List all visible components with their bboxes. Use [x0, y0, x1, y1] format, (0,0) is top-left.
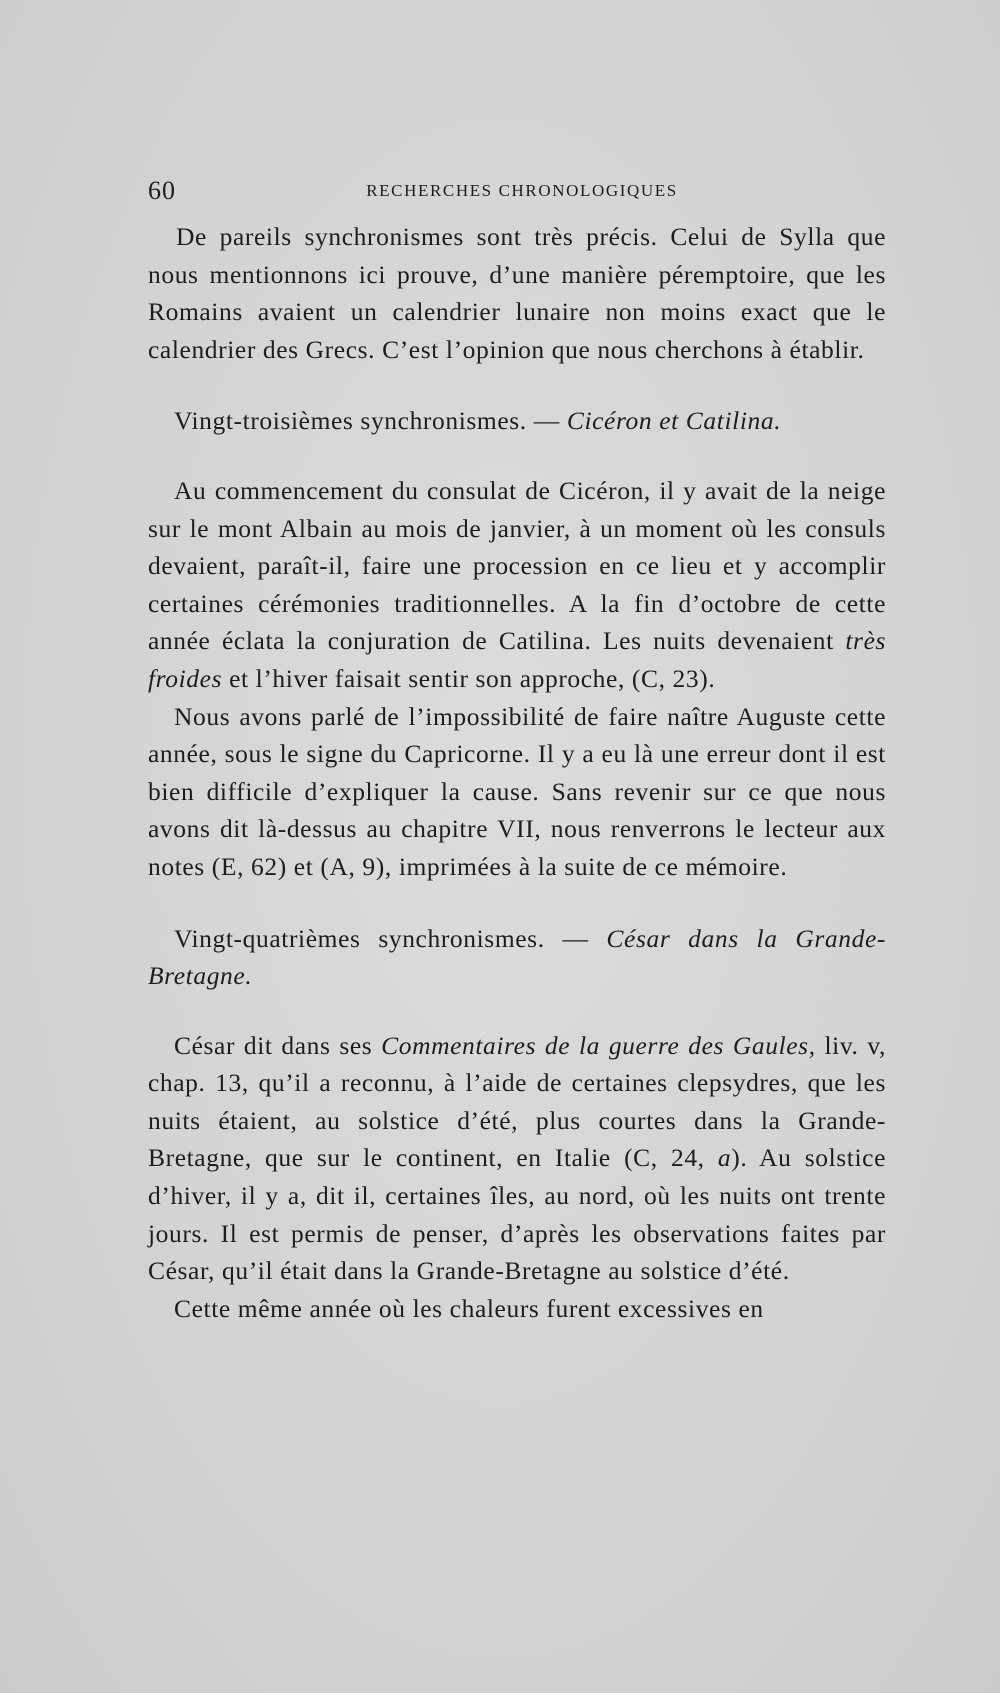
paragraph-text: et l’hiver faisait sentir son approche, (C, 23). [229, 663, 716, 693]
paragraph-text: liv. v, chap. 13, qu’il a reconnu, à l’aide de certaines clepsydres, que les nuits étaient, au solstice d’été, plus courtes dans la Grande-Bretagne, que sur le continent, en Italie (C, 24, [148, 1030, 886, 1173]
emphasis-text: Commentaires de la guerre des Gaules, [381, 1030, 816, 1060]
page-number: 60 [148, 176, 176, 205]
paragraph-text: ). Au solstice d’hiver, il y a, dit il, certaines îles, au nord, où les nuits ont trente jours. Il est permis de penser, d’après les observations faites par César, qu’il était dans la Grande-Bretagne au solstice d’été. [148, 1143, 887, 1286]
running-title: RECHERCHES CHRONOLOGIQUES [366, 181, 678, 200]
paragraph-auguste: Nous avons parlé de l’impossibilité de faire naître Auguste cette année, sous le signe du Capricorne. Il y a eu là une erreur dont il est bien difficile d’expliquer la cause. Sans revenir sur ce que nous avons dit là-dessus au chapitre VII, nous renverrons le lecteur aux notes (E, 62) et (A, 9), imprimées à la suite de ce mémoire. [148, 701, 886, 881]
body-text [148, 218, 886, 1327]
paragraph-ciceron [148, 472, 886, 698]
paragraph-synchronismes-precis: De pareils synchronismes sont très précis. Celui de Sylla que nous mentionnons ici prouve, d’une manière péremptoire, que les Romains avaient un calendrier lunaire non moins exact que le calendrier des Grecs. C’est l’opinion que nous cherchons à établir. [148, 222, 886, 364]
section-heading-24 [148, 920, 886, 995]
section-heading-23 [148, 402, 886, 440]
section-heading-subject: Cicéron et Catilina. [566, 406, 782, 436]
page-header [148, 176, 896, 206]
section-heading-subject: César dans la Grande-Bretagne. [148, 923, 886, 991]
paragraph-meme-annee: Cette même année où les chaleurs furent excessives en [174, 1293, 764, 1323]
paragraph-text: Au commencement du consulat de Cicéron, il y avait de la neige sur le mont Albain au mois de janvier, à un moment où les consuls devaient, paraît-il, faire une procession en ce lieu et y accomplir certaines cérémonies traditionnelles. A la fin d’octobre de cette année éclata la conjuration de Catilina. Les nuits devenaient [148, 475, 886, 656]
section-heading-label: Vingt-quatrièmes synchronismes. — [174, 923, 589, 953]
emphasis-text: très froides [148, 626, 887, 693]
emphasis-text: a [717, 1143, 732, 1173]
paragraph-cesar [148, 1027, 886, 1290]
section-heading-label: Vingt-troisièmes synchronismes. — [174, 406, 560, 436]
paragraph-text: César dit dans ses [174, 1030, 373, 1060]
